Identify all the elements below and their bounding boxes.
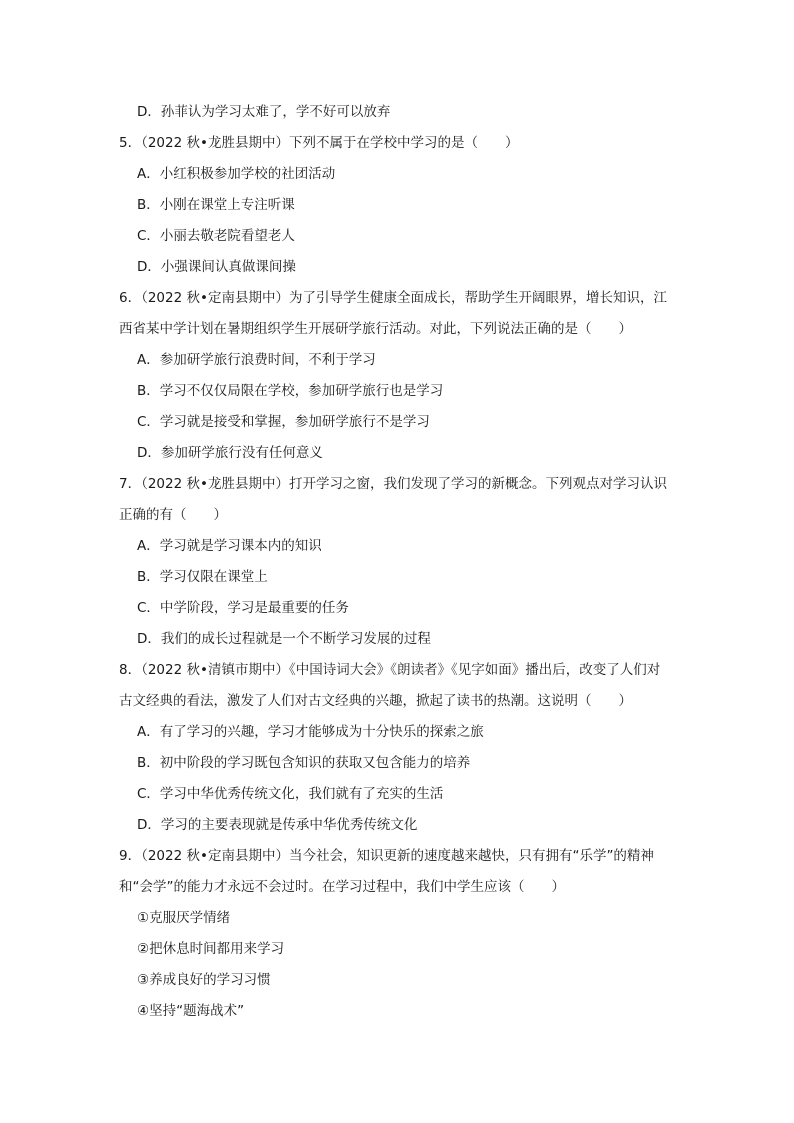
q6-option-c: C．学习就是接受和掌握，参加研学旅行不是学习 (137, 414, 430, 430)
q6-option-b: B．学习不仅仅局限在学校，参加研学旅行也是学习 (137, 383, 444, 399)
q7-option-a: A．学习就是学习课本内的知识 (137, 538, 322, 554)
q8-option-d: D．学习的主要表现就是传承中华优秀传统文化 (137, 817, 418, 833)
q6-stem: 6．（2022 秋•定南县期中）为了引导学生健康全面成长，帮助学生开阔眼界，增长知识，江 (119, 290, 667, 306)
q5-option-b: B．小刚在课堂上专注听课 (137, 197, 295, 213)
q4-option-d: D．孙菲认为学习太难了，学不好可以放弃 (137, 104, 391, 120)
q7-stem-continued: 正确的有（ ） (119, 507, 227, 523)
q6-option-a: A．参加研学旅行浪费时间，不利于学习 (137, 352, 376, 368)
q7-stem: 7．（2022 秋•龙胜县期中）打开学习之窗，我们发现了学习的新概念。下列观点对学习认识 (119, 476, 667, 492)
q5-option-d: D．小强课间认真做课间操 (137, 259, 296, 275)
q5-option-a: A．小红积极参加学校的社团活动 (137, 166, 336, 182)
q9-stem-continued: 和“会学”的能力才永远不会过时。在学习过程中，我们中学生应该（ ） (119, 879, 565, 895)
q5-option-c: C．小丽去敬老院看望老人 (137, 228, 295, 244)
q9-item-3: ③养成良好的学习习惯 (137, 972, 271, 988)
q8-option-b: B．初中阶段的学习既包含知识的获取又包含能力的培养 (137, 755, 471, 771)
q9-item-2: ②把休息时间都用来学习 (137, 941, 285, 957)
q6-option-d: D．参加研学旅行没有任何意义 (137, 445, 323, 461)
q7-option-b: B．学习仅限在课堂上 (137, 569, 268, 585)
q6-stem-continued: 西省某中学计划在暑期组织学生开展研学旅行活动。对此，下列说法正确的是（ ） (119, 321, 632, 337)
q8-option-a: A．有了学习的兴趣，学习才能够成为十分快乐的探索之旅 (137, 724, 484, 740)
q9-item-1: ①克服厌学情绪 (137, 910, 231, 926)
q7-option-d: D．我们的成长过程就是一个不断学习发展的过程 (137, 631, 431, 647)
q9-stem: 9．（2022 秋•定南县期中）当今社会，知识更新的速度越来越快，只有拥有“乐学”的精神 (119, 848, 654, 864)
q7-option-c: C．中学阶段，学习是最重要的任务 (137, 600, 349, 616)
q8-stem: 8．（2022 秋•清镇市期中）《中国诗词大会》《朗读者》《见字如面》播出后，改变了人们对 (119, 662, 661, 678)
q5-stem: 5．（2022 秋•龙胜县期中）下列不属于在学校中学习的是（ ） (119, 135, 519, 151)
q8-option-c: C．学习中华优秀传统文化，我们就有了充实的生活 (137, 786, 444, 802)
q8-stem-continued: 古文经典的看法，激发了人们对古文经典的兴趣，掀起了读书的热潮。这说明（ ） (119, 693, 632, 709)
q9-item-4: ④坚持“题海战术” (137, 1003, 245, 1019)
